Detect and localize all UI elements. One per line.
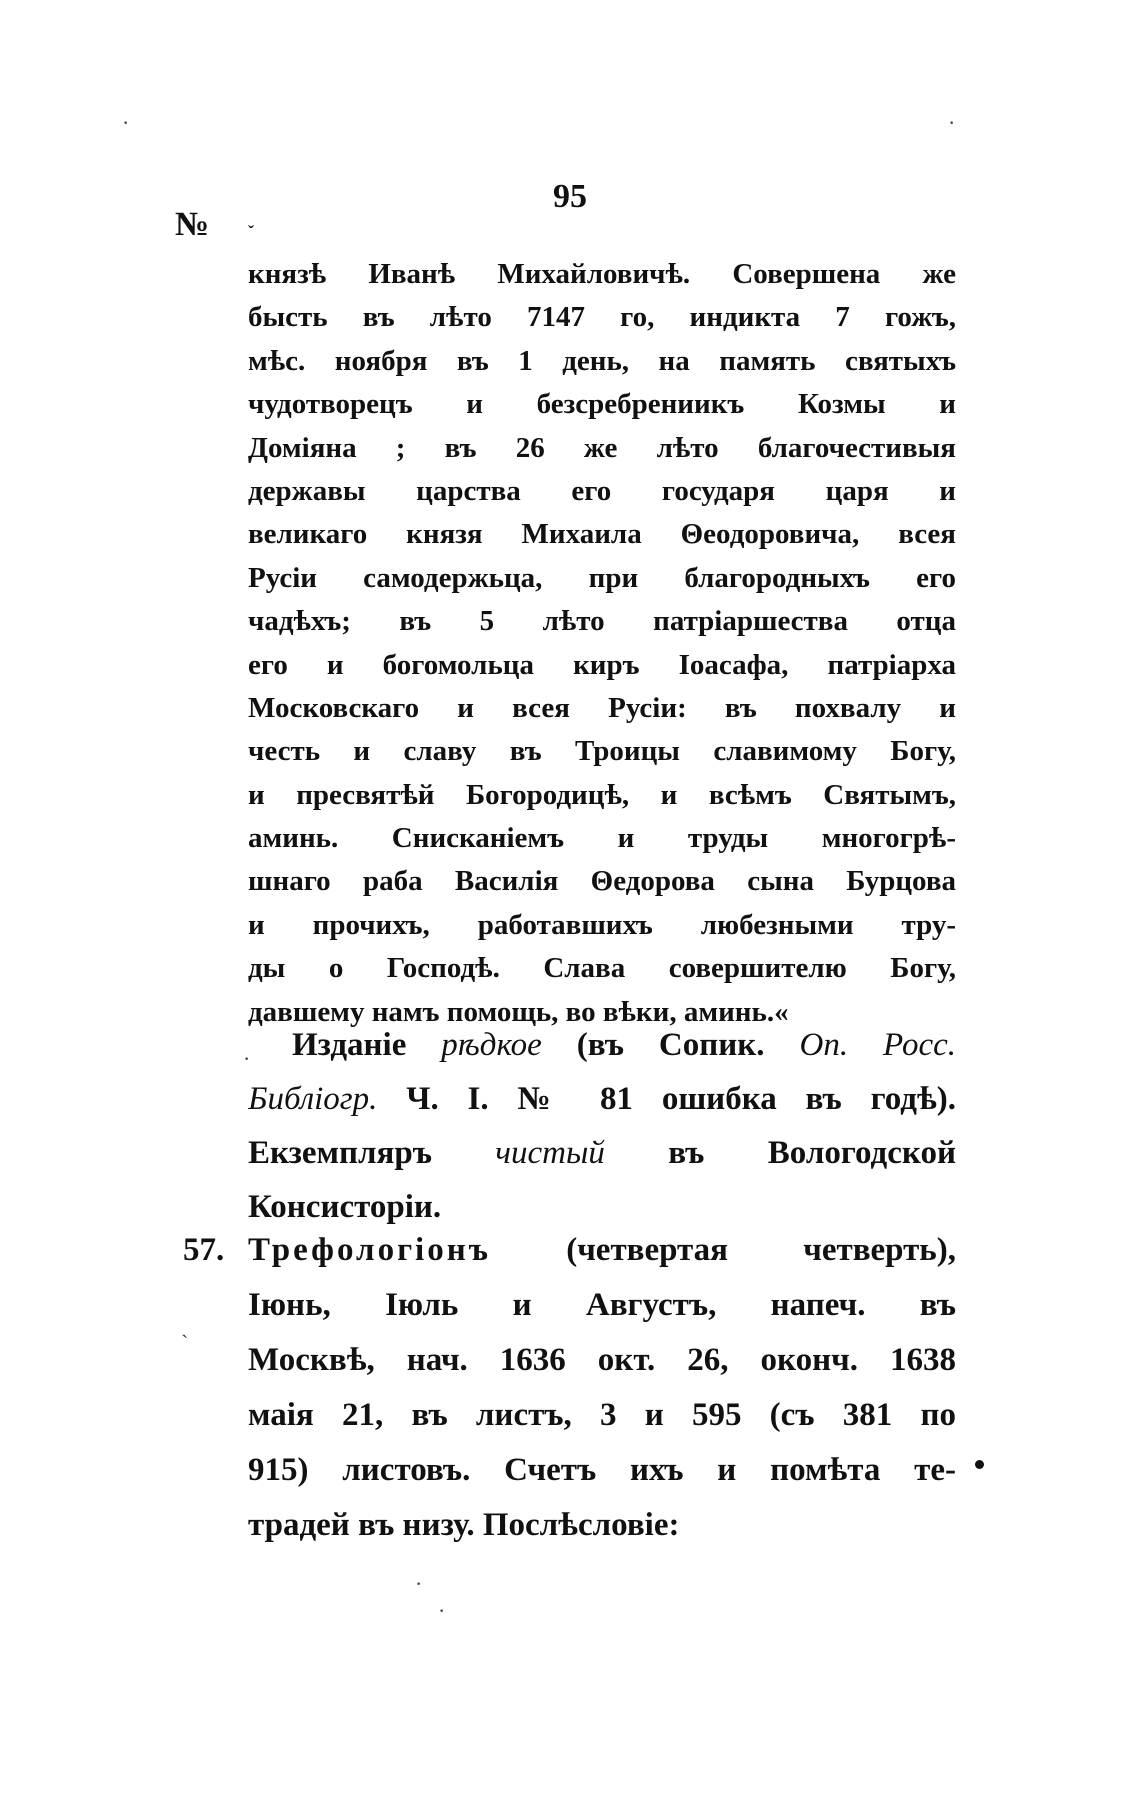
speck-left: ˏ [181, 1313, 189, 1338]
quote-line: аминь. Снисканіемъ и труды многогрѣ- [248, 822, 956, 855]
catalog-entry [248, 1223, 956, 1553]
note-text: 81 ошибка въ годѣ). [600, 1081, 956, 1117]
note-italic: рѣдкое [441, 1027, 542, 1063]
quote-line: Московскаго и всея Русіи: въ похвалу и [248, 691, 956, 724]
quote-line: шнаго раба Василія Θедорова сына Бурцова [248, 865, 956, 898]
note-line: Консисторіи. [248, 1189, 442, 1225]
note-line [248, 1018, 956, 1072]
note-text: Екземпляръ [248, 1135, 432, 1171]
note-text: Изданіе [292, 1027, 407, 1063]
speck-bottom-2: · [438, 1598, 446, 1623]
note-line [248, 1126, 956, 1180]
numero-sign: № [175, 206, 210, 243]
note-italic: Оп. Росс. [799, 1027, 956, 1063]
printer-mark: ˇ [248, 222, 254, 242]
quote-line: державы царства его государя царя и [248, 474, 956, 507]
note-text: Ч. I. № [406, 1081, 572, 1117]
quote-line: и пресвятѣй Богородицѣ, и всѣмъ Святымъ, [248, 778, 956, 811]
entry-text: (четвертая четверть), [566, 1232, 956, 1268]
entry-title: Трефологіонъ [248, 1232, 491, 1268]
quote-line: великаго князя Михаила Θеодоровича, всея [248, 518, 956, 551]
speck-right: · [948, 110, 956, 135]
quote-line: бысть въ лѣто 7147 го, индикта 7 гожъ, [248, 301, 956, 334]
quote-line: чудотворецъ и безсребрениикъ Козмы и [248, 388, 956, 421]
speck-bottom-1: · [415, 1571, 423, 1596]
entry-line: маія 21, въ листъ, 3 и 595 (съ 381 по [248, 1397, 956, 1433]
quote-line: чадѣхъ; въ 5 лѣто патріаршества отца [248, 605, 956, 638]
quote-line: Русіи самодержьца, при благородныхъ его [248, 561, 956, 594]
note-italic: чистый [495, 1135, 605, 1171]
quote-line: честь и славу въ Троицы славимому Богу, [248, 735, 956, 768]
entry-number: 57. [183, 1232, 225, 1268]
entry-line: 915) листовъ. Счетъ ихъ и помѣта те- [248, 1452, 956, 1488]
quote-line: его и богомольца киръ Іоасафа, патріарха [248, 648, 956, 681]
page-number: 95 [553, 178, 587, 215]
quote-line: и прочихъ, работавшихъ любезными тру- [248, 908, 956, 941]
quote-line: князѣ Иванѣ Михайловичѣ. Совершена же [248, 258, 956, 290]
entry-line [248, 1223, 956, 1278]
speck-mid: · [243, 1046, 251, 1071]
entry-line: Москвѣ, нач. 1636 окт. 26, оконч. 1638 [248, 1342, 956, 1378]
entry-line: Іюнь, Іюль и Августъ, напеч. въ [248, 1287, 956, 1323]
note-text: въ Вологодской [668, 1135, 956, 1171]
quote-line: мѣс. ноября въ 1 день, на память святыхъ [248, 344, 956, 377]
quote-line: Доміяна ; въ 26 же лѣто благочестивыя [248, 431, 956, 464]
note-line [248, 1072, 956, 1126]
note-italic: Библіогр. [248, 1081, 378, 1117]
quoted-colophon [248, 253, 956, 1034]
speck-top: · [122, 110, 130, 135]
margin-bullet [975, 1460, 984, 1469]
quote-line: ды о Господѣ. Слава совершителю Богу, [248, 952, 956, 985]
note-text: (въ Сопик. [576, 1027, 765, 1063]
edition-note [248, 1018, 956, 1234]
quote-line: давшему намъ помощь, во вѣки, аминь.« [248, 995, 789, 1028]
entry-line: традей въ низу. Послѣсловіе: [248, 1507, 680, 1543]
